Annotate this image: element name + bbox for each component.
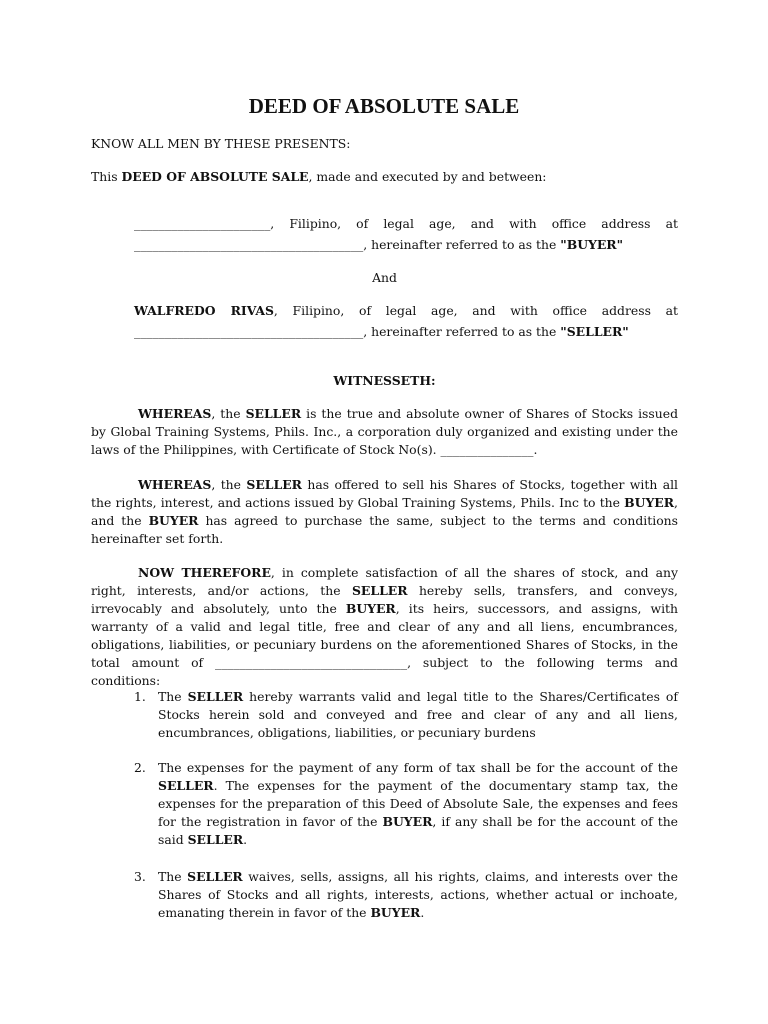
nt-t1: , in complete satisfaction of all the shares of stock, and any right, interests, and/or actions, the	[91, 565, 679, 598]
buyer-label: "BUYER"	[560, 237, 624, 252]
w2-t2: has offered to sell his Shares of Stocks, together with all the rights, interest, and actions issued by Global Training Systems, Phils. Inc to the	[91, 477, 679, 510]
w2-t4: has agreed to purchase the same, subject to the terms and conditions hereinafter set forth.	[91, 513, 678, 546]
buyer-line-2	[134, 236, 678, 254]
nt-t3: , its heirs, successors, and assigns, with warranty of a valid and legal title, free and clear of any and all liens, encumbrances, obligations, liabilities, or pecuniary burdens on the aforementioned Shares of Stocks, in the total amount of	[91, 601, 678, 670]
nt-t4: _______________________________, subject to the following terms and conditions:	[91, 655, 678, 688]
buyer-line-2-text: _____________________________________, hereinafter referred to as the	[134, 237, 561, 252]
i3-pre: The	[158, 869, 188, 884]
w2-b4: BUYER	[148, 513, 199, 528]
intro-bold: DEED OF ABSOLUTE SALE	[121, 169, 309, 184]
w2-b1: WHEREAS	[138, 477, 212, 492]
and-word: And	[372, 270, 397, 285]
w2-t3: , and the	[91, 495, 678, 528]
w1-b2: SELLER	[245, 406, 302, 421]
condition-item-3	[134, 868, 678, 922]
whereas-paragraph-2	[91, 476, 678, 548]
i2-t4: .	[243, 832, 248, 847]
buyer-line-1: ______________________, Filipino, of legal age, and with office address at	[134, 216, 678, 231]
nt-b2: SELLER	[351, 583, 408, 598]
i2-b3: SELLER	[187, 832, 244, 847]
w1-t1: , the	[211, 406, 246, 421]
item-number: 2.	[134, 760, 146, 775]
i2-b2: BUYER	[382, 814, 433, 829]
w1-t2: is the true and absolute owner of Shares of Stocks issued by Global Training Systems, Phils. Inc., a corporation duly organized and existing under the laws of the Philippines, with Certificate of Stock No(s). _______________.	[91, 406, 678, 457]
w2-t1: , the	[211, 477, 247, 492]
whereas-paragraph-1	[91, 405, 678, 459]
item-text	[158, 688, 678, 742]
witnesseth-text: WITNESSETH:	[333, 373, 436, 388]
w2-b2: SELLER	[246, 477, 302, 492]
now-therefore-paragraph	[91, 564, 678, 690]
w1-b1: WHEREAS	[138, 406, 212, 421]
i3-b2: BUYER	[370, 905, 421, 920]
seller-label: "SELLER"	[560, 324, 629, 339]
condition-item-2	[134, 759, 678, 849]
seller-line-1-text: , Filipino, of legal age, and with office address at	[273, 303, 678, 318]
item-number: 3.	[134, 869, 146, 884]
i3-t2: .	[420, 905, 425, 920]
seller-line-1	[134, 302, 678, 320]
i1-b1: SELLER	[187, 689, 244, 704]
i2-t3: , if any shall be for the account of the said	[158, 814, 679, 847]
intro-line	[91, 168, 678, 186]
nt-t2: hereby sells, transfers, and conveys, irrevocably and absolutely, unto the	[91, 583, 678, 616]
witnesseth-heading	[91, 372, 678, 390]
nt-b1: NOW THEREFORE	[138, 565, 271, 580]
i2-b1: SELLER	[158, 778, 214, 793]
seller-line-2	[134, 323, 678, 341]
w2-b3: BUYER	[624, 495, 675, 510]
item-text	[158, 868, 678, 922]
i2-t2: . The expenses for the payment of the documentary stamp tax, the expenses for the preparation of this Deed of Absolute Sale, the expenses and fees for the registration in favor of the	[158, 778, 678, 829]
i2-t1: The expenses for the payment of any form of tax shall be for the account of the	[158, 760, 678, 775]
i1-text: hereby warrants valid and legal title to the Shares/Certificates of Stocks herein sold and conveyed and free and clear of any and all liens, encumbrances, obligations, liabilities, or pecuniary burdens	[158, 689, 678, 740]
i3-b1: SELLER	[187, 869, 243, 884]
condition-item-1	[134, 688, 678, 742]
know-all-line: KNOW ALL MEN BY THESE PRESENTS:	[91, 136, 351, 151]
document-title: DEED OF ABSOLUTE SALE	[248, 94, 520, 118]
item-number: 1.	[134, 689, 146, 704]
intro-post: , made and executed by and between:	[308, 169, 547, 184]
item-text	[158, 759, 678, 849]
i3-t1: waives, sells, assigns, all his rights, claims, and interests over the Shares of Stocks and all rights, interests, actions, whether actual or inchoate, emanating therein in favor of the	[158, 869, 678, 920]
nt-b3: BUYER	[345, 601, 396, 616]
intro-pre: This	[91, 169, 122, 184]
seller-line-2-text: _____________________________________, hereinafter referred to as the	[134, 324, 561, 339]
seller-name: WALFREDO RIVAS	[134, 303, 274, 318]
i1-pre: The	[158, 689, 188, 704]
